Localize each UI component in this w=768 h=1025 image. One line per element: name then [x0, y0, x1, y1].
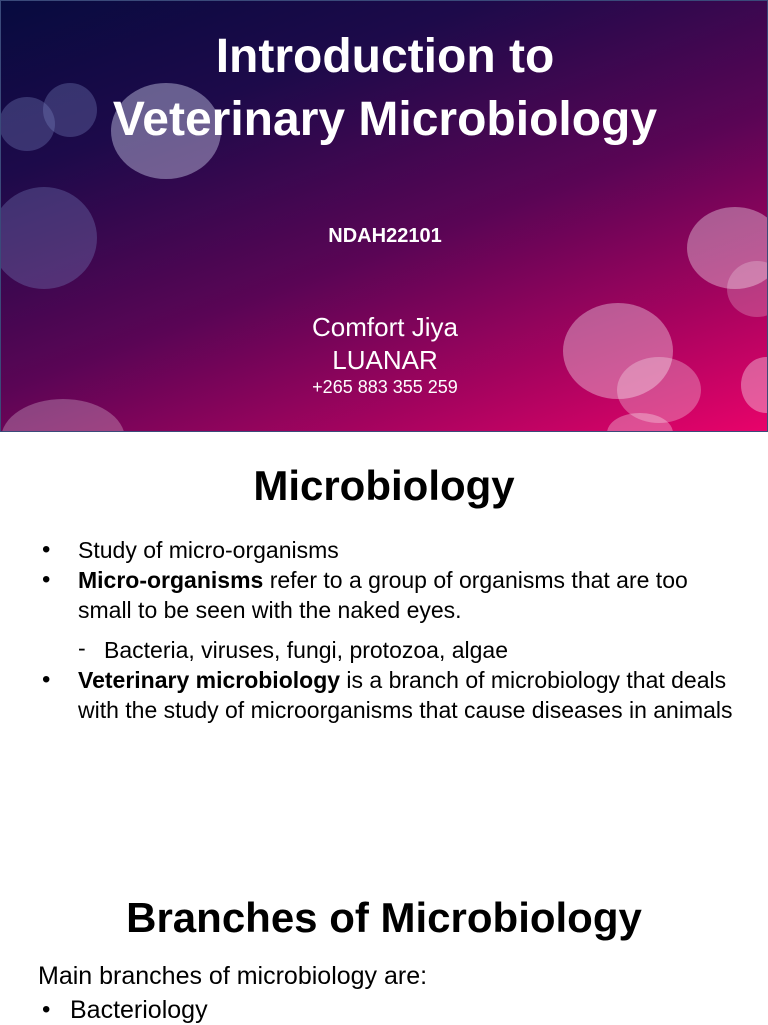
list-item [40, 665, 740, 725]
list-item [40, 535, 740, 565]
branches-intro: Main branches of microbiology are: [38, 962, 428, 990]
decorative-bubble [1, 399, 125, 432]
microbiology-bullet-list [40, 535, 740, 725]
branches-heading: Branches of Microbiology [126, 894, 642, 941]
bullet-term: Veterinary microbiology [78, 667, 341, 693]
author-name: Comfort Jiya [312, 312, 458, 342]
presentation-title: Introduction to Veterinary Microbiology [112, 30, 658, 146]
bullet-text: is a branch of microbiology that deals with the study of microorganisms that cause diseases in animals [78, 667, 733, 723]
bullet-icon: • [42, 536, 51, 563]
bullet-text: refer to a group of organisms that are too small to be seen with the naked eyes. [78, 567, 688, 623]
course-code: NDAH22101 [328, 225, 442, 247]
decorative-bubble [43, 83, 97, 137]
list-item [40, 565, 740, 625]
branch-item-text: Bacteriology [70, 996, 208, 1024]
dash-icon: - [78, 635, 86, 661]
bullet-text: Study of micro-organisms [78, 537, 339, 563]
bullet-icon: • [42, 996, 51, 1023]
list-item [38, 996, 208, 1025]
microbiology-heading: Microbiology [253, 462, 515, 509]
phone-number: +265 883 355 259 [312, 377, 458, 397]
author-block [1, 311, 768, 377]
institution-name: LUANAR [332, 345, 438, 375]
bullet-icon: • [42, 566, 51, 593]
sub-bullet-text: Bacteria, viruses, fungi, protozoa, algae [104, 637, 509, 663]
sub-list-item [40, 635, 740, 665]
bullet-term: Micro-organisms [78, 567, 264, 593]
bullet-icon: • [42, 666, 51, 693]
title-slide [0, 0, 768, 432]
